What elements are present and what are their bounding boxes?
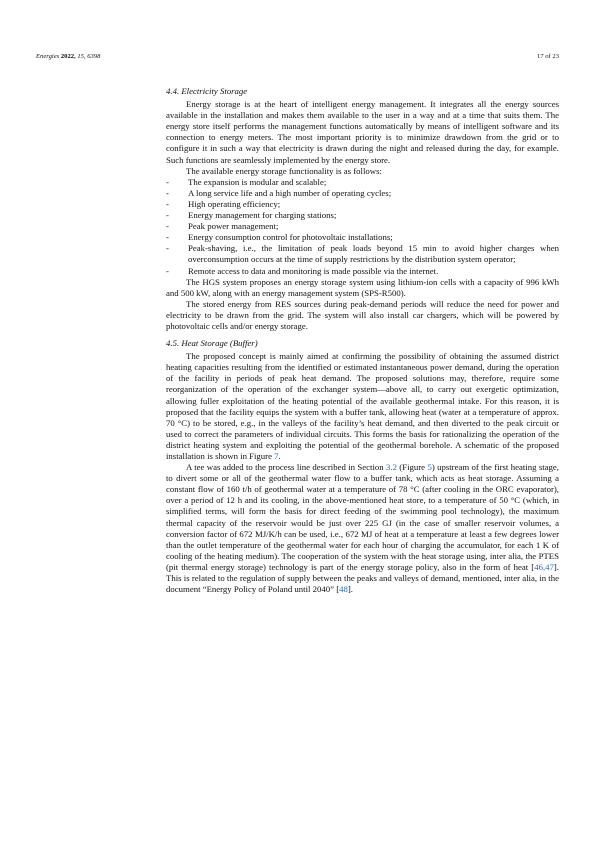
paragraph [166,462,559,595]
list-item-text: Energy consumption control for photovoltaic installations; [188,232,393,243]
figure-5-link[interactable]: 5 [427,462,432,473]
bullet-marker: - [166,176,169,187]
paragraph-text: A tee was added to the process line described in Section [186,462,386,473]
list-item-text: Energy management for charging stations; [188,210,337,221]
section-heading-electricity-storage: 4.4. Electricity Storage [166,86,248,96]
figure-7-link[interactable]: 7 [274,451,279,461]
list-item-text: Peak power management; [188,221,279,232]
section-heading-heat-storage: 4.5. Heat Storage (Buffer) [166,338,258,349]
citation-46-47-link[interactable]: 46,47 [534,561,554,572]
list-item-text: Remote access to data and monitoring is made possible via the internet. [188,265,439,276]
list-item-text: High operating efficiency; [188,198,281,209]
bullet-marker: - [166,210,169,221]
paragraph-text: ]. [347,584,353,595]
paragraph [166,351,559,462]
list-item [166,266,559,277]
bullet-marker: - [166,198,169,209]
list-item [166,188,559,199]
paragraph: The stored energy from RES sources during peak-demand periods will reduce the need for power and electricity to be drawn from the grid. The system will also install car chargers, which will be powered by photovoltaic cells and/or energy storage. [166,298,559,331]
bullet-marker: - [166,187,169,198]
page-body [166,86,559,595]
paragraph: The HGS system proposes an energy storage system using lithium-ion cells with a capacity of 996 kWh and 500 kW, along with an energy management system (SPS-R500). [166,276,559,298]
paragraph: Energy storage is at the heart of intelligent energy management. It integrates all the energy sources available in the installation and makes them available to the user in a way and at a time that suits them. The energy store itself performs the management functions automatically by means of intelligent software and its connection to energy meters. The most important priority is to minimize drawdown from the grid or to configure it in such a way that electricity is drawn during the night and released during the day, for example. Such functions are seamlessly implemented by the energy store. [166,99,559,165]
list-item-text: The expansion is modular and scalable; [188,176,327,187]
bullet-marker: - [166,243,169,254]
functionality-list [166,177,559,277]
paragraph-text: . [278,451,281,461]
list-item [166,243,559,265]
journal-name: Energies [36,53,60,60]
list-item-text: Peak-shaving, i.e., the limitation of peak loads beyond 15 min to avoid higher charges when overconsumption occurs at the time of supply restrictions by the distribution system operator; [188,243,559,265]
citation-48-link[interactable]: 48 [339,584,348,595]
list-item [166,210,559,221]
page-header [36,53,559,60]
list-item [166,199,559,210]
bullet-marker: - [166,265,169,276]
paragraph-text: ]. This is related to the regulation of supply between the peaks and valleys of demand, mentioned, inter alia, in the document “Energy Policy of Poland until 2040” [ [166,561,559,595]
paragraph-text: ) upstream of the first heating stage, to divert some or all of the geothermal water flow to a buffer tank, which acts as heat storage. Assuming a constant flow of 160 t/h of geothermal water at a temperature of 78 °C (after cooling in the ORC evaporator), over a period of 12 h and its cooling, in the above-mentioned heat store, to a temperature of 50 °C (which, in simplified terms, will form the basis for direct feeding of the swimming pool technology), the maximum thermal capacity of the reservoir would be just over 225 GJ (in the case of smaller reservoir volumes, a conversion factor of 672 MJ/K/h can be used, i.e., 672 MJ of heat at a temperature at least a few degrees lower than the outlet temperature of the geothermal water for each hour of charging the accumulator, for each 1 K of cooling of the heating medium). The cooperation of the system with the heat storage using, inter alia, the PTES (pit thermal energy storage) technology is part of the energy storage policy, also in the form of heat [ [166,462,559,572]
bullet-marker: - [166,232,169,243]
section-3-2-link[interactable]: 3.2 [386,462,397,473]
list-item-text: A long service life and a high number of operating cycles; [188,187,392,198]
journal-citation [36,53,100,60]
page-number: 17 of 23 [537,53,559,60]
list-item [166,232,559,243]
journal-year: 2022, [60,53,76,60]
paragraph-text: The proposed concept is mainly aimed at confirming the possibility of obtaining the assumed district heating capacities resulting from the identified or estimated instantaneous power demand, during the operation of the facility in periods of peak heat demand. The proposed solutions may, therefore, require some reorganization of the operation of the exchanger system—above all, to carry out exergetic optimization, allowing fuller exploitation of the heating potential of the available geothermal intake. For this reason, it is proposed that the facility equips the system with a buffer tank, allowing heat (water at a temperature of approx. 70 °C) to be stored, e.g., in the valleys of the facility’s heat demand, and then diverted to the peak circuit or used to correct the parameters of individual circuits. This forms the basis for rationalizing the operation of the district heating system and exploiting the potential of the geothermal borehole. A schematic of the proposed installation is shown in Figure [166,351,559,461]
bullet-marker: - [166,221,169,232]
paragraph: The available energy storage functionality is as follows: [186,165,382,176]
paragraph-text: (Figure [396,462,428,473]
volume-article: 15, 6398 [77,53,101,60]
list-item [166,177,559,188]
list-item [166,221,559,232]
